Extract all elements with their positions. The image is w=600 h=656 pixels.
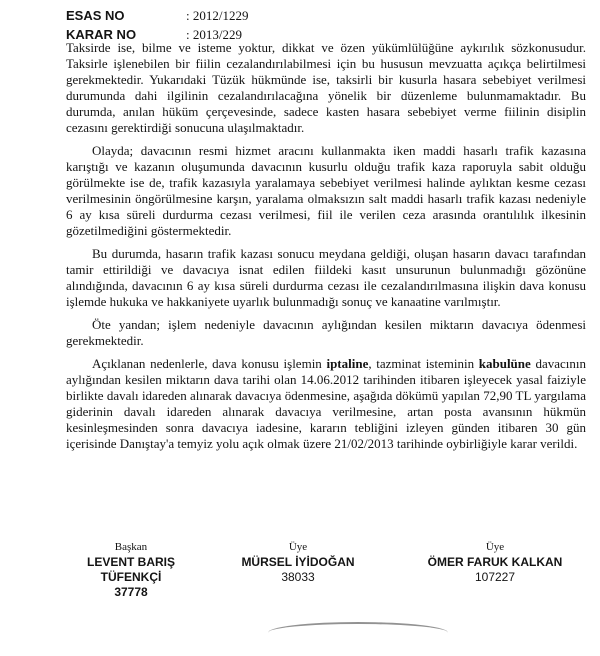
paragraph-taksir: Taksirde ise, bilme ve isteme yoktur, dikkat ve özen yükümlülüğüne aykırılık sözkonusudur. Taksirle işlenebilen bir fiilin cezalandırılabilmesi için bu hususun mevzuatta açıkça belirtilmesi gerekmektedir. Yukarıdaki Tüzük hükmünde ise, taksirli bir kusurla hasara sebebiyet verilmesi durumunda dahi ilgilinin cezalandırılacağına yönelik bir düzenleme bulunmamaktadır. Bu durumda, anılan hüküm çerçevesinde, sadece kasten hasara sebebiyet verme fiilinin disiplin cezasını gerektirdiği sonucuna ulaşılmaktadır. xyxy=(66,40,586,135)
signature-baskan xyxy=(66,540,196,600)
karar-value: : 2013/229 xyxy=(186,27,242,42)
signature-id: 107227 xyxy=(474,570,516,584)
signature-name-line2: TÜFENKÇİ xyxy=(100,570,162,584)
esas-row xyxy=(66,6,248,25)
verdict-iptal: iptaline xyxy=(326,356,369,371)
court-stamp xyxy=(268,622,448,654)
paragraph-olayda: Olayda; davacının resmi hizmet aracını kullanmakta iken maddi hasarlı trafik kazasına karıştığı ve kazanın oluşumunda davacının kusurlu olduğu trafik kaza raporuyla sabit olduğu görülmekte ise de, trafik kazasıyla yaralamaya sebebiyet verilmesi halinde aylıktan kesme cezası verilmesinin öngörülmesine karşın, yaralama olmaksızın salt maddi hasarlı trafik kazası nedeniyle 6 ay kısa süreli durdurma cezası verilmesi, fiil ile verilen ceza arasında orantılılık ilkesinin gözetilmediğini göstermektedir. xyxy=(66,143,586,238)
paragraph-bu-durumda: Bu durumda, hasarın trafik kazası sonucu meydana geldiği, oluşan hasarın davacı tarafından tamir ettirildiği ve davacıya isnat edilen fiildeki kasıt unsurunun bulunmadığı gözönüne alındığında, davacının 6 ay kısa süreli durdurma cezası ile cezalandırılmasına ilişkin dava konusu işlemde hukuka ve hakkaniyete uyarlık bulunmadığı sonuç ve kanaatine varılmıştır. xyxy=(66,246,586,309)
signature-name: ÖMER FARUK KALKAN xyxy=(427,555,563,569)
signature-id: 38033 xyxy=(281,570,315,584)
signature-id: 37778 xyxy=(114,585,148,599)
signature-name: MÜRSEL İYİDOĞAN xyxy=(241,555,355,569)
signature-role: Üye xyxy=(485,541,505,553)
signature-role: Başkan xyxy=(114,541,148,553)
decision-body xyxy=(66,40,586,459)
signature-uye-2 xyxy=(410,540,580,585)
verdict-text-3: davacının aylığından kesilen miktarın dava tarihi olan 14.06.2012 tarihinden itibaren işleyecek yasal faiziyle birlikte davalı idareden alınarak davacıya ödenmesine, aşağıda dökümü yapılan 72,90 TL yargılama giderinin davalı idareden alınarak davacıya verilmesine, artan posta avansının hükmün kesinleşmesinden sonra davacıya iadesine, kararın tebliğini izleyen günden itibaren 30 gün içerisinde Danıştay'a temyiz yolu açık olmak üzere 21/02/2013 tarihinde oybirliğiyle karar verildi. xyxy=(66,356,586,451)
paragraph-verdict xyxy=(66,356,586,452)
paragraph-ote-yandan: Öte yandan; işlem nedeniyle davacının aylığından kesilen miktarın davacıya ödenmesi gerekmektedir. xyxy=(66,317,586,348)
verdict-kabul: kabulüne xyxy=(478,356,531,371)
signature-name: LEVENT BARIŞ xyxy=(86,555,175,569)
karar-label: KARAR NO xyxy=(66,27,137,42)
case-metadata xyxy=(66,6,248,44)
esas-value: : 2012/1229 xyxy=(186,8,249,23)
verdict-text-1: Açıklanan nedenlerle, dava konusu işlemin xyxy=(92,356,327,371)
signature-uye-1 xyxy=(228,540,368,585)
esas-label: ESAS NO xyxy=(66,8,125,23)
verdict-text-2: , tazminat isteminin xyxy=(368,356,479,371)
signature-role: Üye xyxy=(288,541,308,553)
